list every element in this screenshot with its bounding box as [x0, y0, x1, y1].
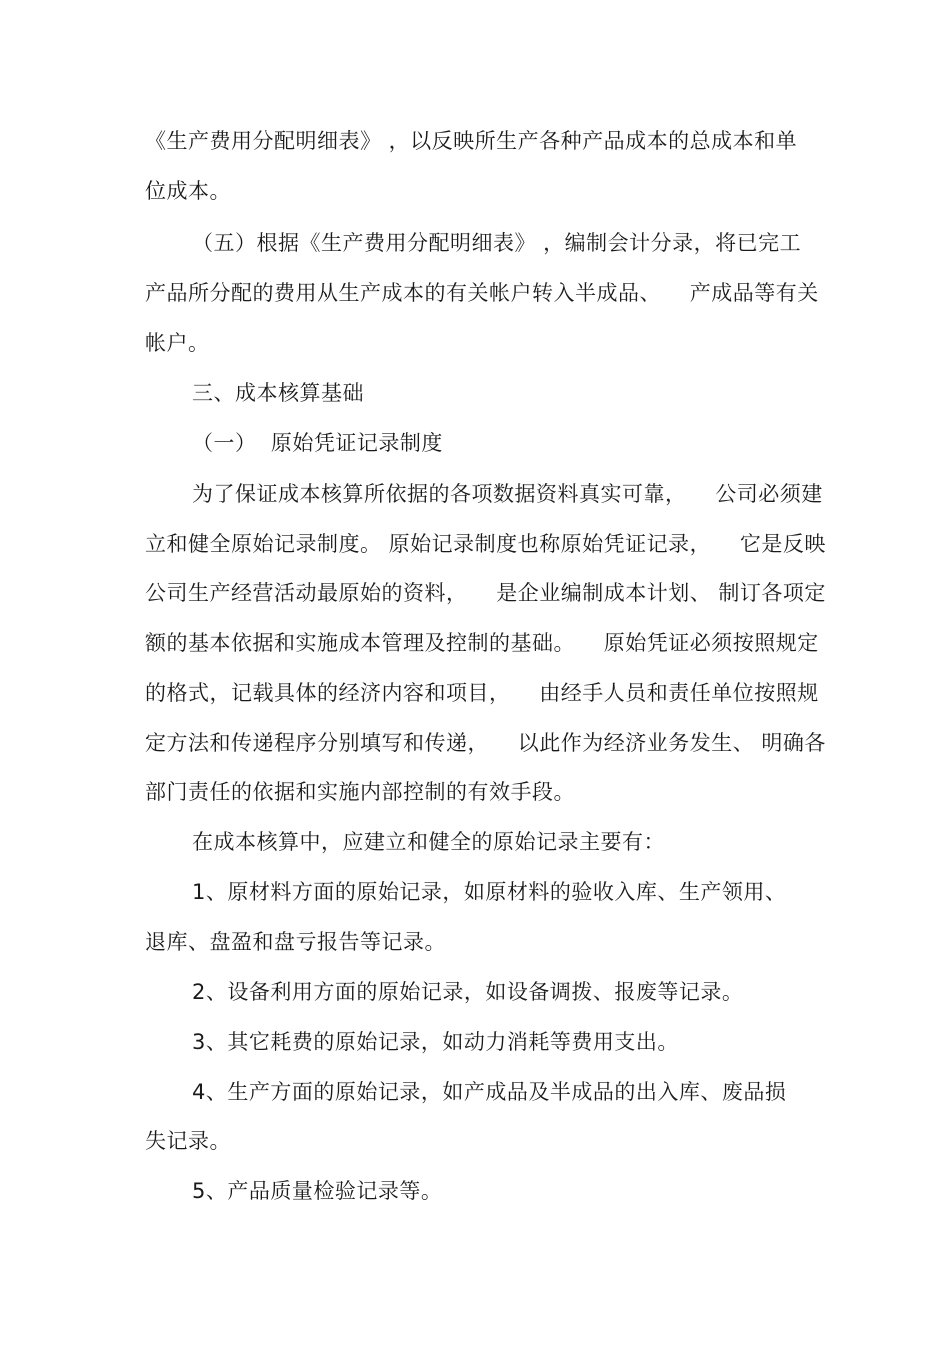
text-line: 额的基本依据和实施成本管理及控制的基础。 原始凭证必须按照规定	[145, 631, 819, 655]
list-item: 2、设备利用方面的原始记录，如设备调拨、报废等记录。	[192, 980, 744, 1004]
text-line: 失记录。	[145, 1129, 231, 1153]
text-line: 定方法和传递程序分别填写和传递， 以此作为经济业务发生、 明确各	[145, 731, 826, 755]
list-item: 4、生产方面的原始记录，如产成品及半成品的出入库、废品损	[192, 1080, 787, 1104]
text-line: 公司生产经营活动最原始的资料， 是企业编制成本计划、 制订各项定	[145, 581, 826, 605]
text-line: 退库、盘盈和盘亏报告等记录。	[145, 930, 446, 954]
section-heading: 三、成本核算基础	[192, 381, 364, 405]
text-line: 帐户。	[145, 331, 210, 355]
list-item: 1、原材料方面的原始记录，如原材料的验收入库、生产领用、	[192, 880, 787, 904]
text-line: 在成本核算中，应建立和健全的原始记录主要有：	[192, 830, 665, 854]
text-line: 《生产费用分配明细表》 ，以反映所生产各种产品成本的总成本和单	[145, 129, 798, 153]
text-line: 的格式，记载具体的经济内容和项目， 由经手人员和责任单位按照规	[145, 681, 819, 705]
text-line: 立和健全原始记录制度。 原始记录制度也称原始凭证记录， 它是反映	[145, 532, 826, 556]
list-item: 5、产品质量检验记录等。	[192, 1179, 443, 1203]
text-line: 产品所分配的费用从生产成本的有关帐户转入半成品、 产成品等有关	[145, 281, 819, 305]
list-item: 3、其它耗费的原始记录，如动力消耗等费用支出。	[192, 1030, 679, 1054]
text-line: 位成本。	[145, 179, 231, 203]
text-line: （五）根据《生产费用分配明细表》 ，编制会计分录，将已完工	[192, 231, 802, 255]
text-line: 部门责任的依据和实施内部控制的有效手段。	[145, 780, 575, 804]
subsection-heading: （一） 原始凭证记录制度	[192, 431, 443, 455]
text-line: 为了保证成本核算所依据的各项数据资料真实可靠， 公司必须建	[192, 482, 823, 506]
